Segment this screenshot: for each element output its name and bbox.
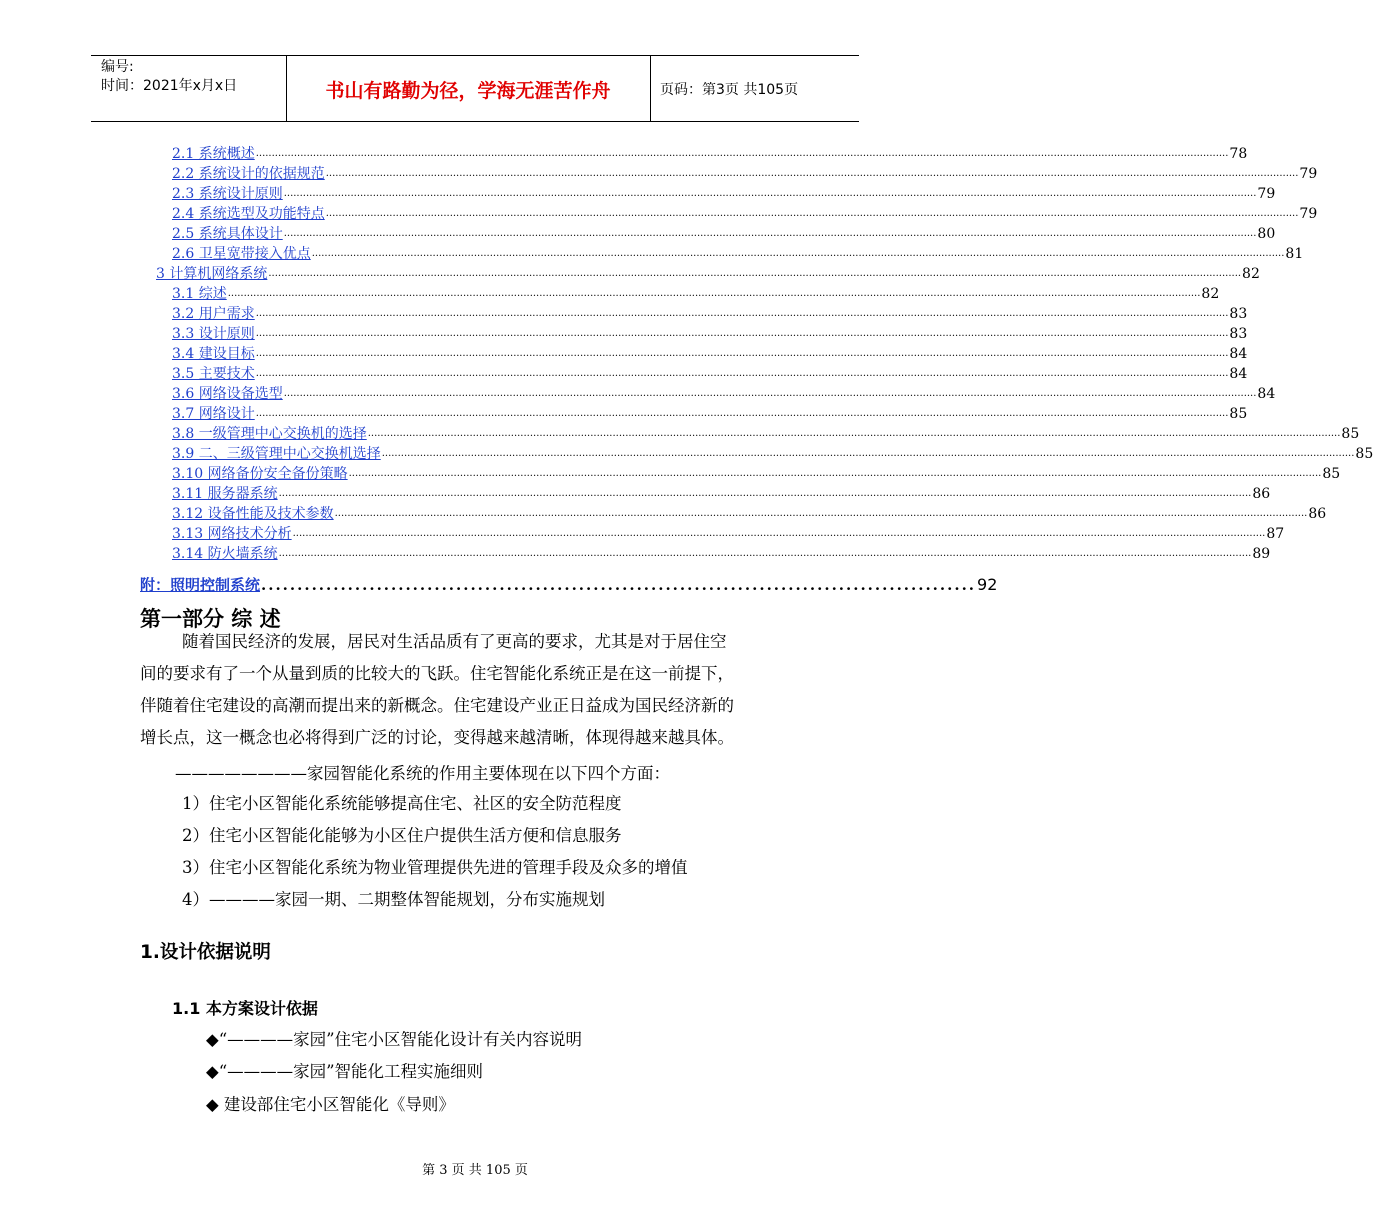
toc-entry[interactable] <box>172 403 1248 423</box>
toc-leader-dots: .................................................................................................................................................................................................................................................................................................................. <box>255 408 1229 419</box>
header-top-rule <box>91 55 859 56</box>
toc-entry-appendix[interactable] <box>140 570 998 594</box>
toc-entry-link[interactable]: 3.13 网络技术分析 <box>172 526 292 542</box>
toc-entry[interactable] <box>172 543 1271 563</box>
toc-page-number: 80 <box>1257 226 1276 242</box>
toc-entry-link[interactable]: 3.2 用户需求 <box>172 306 255 322</box>
toc-entry-link[interactable]: 2.6 卫星宽带接入优点 <box>172 246 311 262</box>
toc-page-number: 81 <box>1285 246 1304 262</box>
intro-line: 随着国民经济的发展，居民对生活品质有了更高的要求，尤其是对于居住空 <box>182 632 727 651</box>
intro-line: 增长点，这一概念也必将得到广泛的讨论，变得越来越清晰，体现得越来越具体。 <box>140 728 734 747</box>
toc-page-number: 84 <box>1229 366 1248 382</box>
toc-leader-dots: .................................................................................................................................................................................................................................................................................................................. <box>381 448 1355 459</box>
toc-leader-dots: .................................................................................................................................................................................................................................................................................................................. <box>255 368 1229 379</box>
toc-leader-dots: .................................................................................................................................................................................................................................................................................................................. <box>255 148 1229 159</box>
toc-entry[interactable] <box>172 183 1276 203</box>
header-divider-right <box>650 55 651 121</box>
toc-page-number: 79 <box>1299 166 1318 182</box>
toc-leader-dots: .................................................................................................................................................................................................................................................................................................................. <box>311 248 1285 259</box>
toc-entry[interactable] <box>172 303 1248 323</box>
toc-page-number: 83 <box>1229 306 1248 322</box>
toc-leader-dots: ................................................................................................... <box>261 576 977 594</box>
toc-page-number: 85 <box>1341 426 1360 442</box>
toc-entry[interactable] <box>172 363 1248 383</box>
toc-leader-dots: .................................................................................................................................................................................................................................................................................................................. <box>367 428 1341 439</box>
toc-leader-dots: .................................................................................................................................................................................................................................................................................................................. <box>255 348 1229 359</box>
toc-leader-dots: .................................................................................................................................................................................................................................................................................................................. <box>255 308 1229 319</box>
toc-leader-dots: .................................................................................................................................................................................................................................................................................................................. <box>227 288 1201 299</box>
toc-entry[interactable] <box>172 343 1248 363</box>
toc-entry[interactable] <box>172 323 1248 343</box>
header-divider-left <box>286 55 287 121</box>
part-title: 第一部分 综 述 <box>140 607 281 631</box>
toc-page-number: 85 <box>1322 466 1341 482</box>
toc-leader-dots: .................................................................................................................................................................................................................................................................................................................. <box>325 168 1299 179</box>
toc-entry-link[interactable]: 3.11 服务器系统 <box>172 486 278 502</box>
role-item: 4）————家园一期、二期整体智能规划，分布实施规划 <box>182 890 605 909</box>
toc-entry[interactable] <box>172 383 1276 403</box>
role-item: 3）住宅小区智能化系统为物业管理提供先进的管理手段及众多的增值 <box>182 858 688 877</box>
toc-entry-link[interactable]: 3 计算机网络系统 <box>156 266 268 282</box>
header-time-label: 时间：2021年x月x日 <box>101 78 238 94</box>
role-intro: ————————家园智能化系统的作用主要体现在以下四个方面： <box>175 764 670 783</box>
header-number-label: 编号: <box>101 59 134 75</box>
header-motto: 书山有路勤为径，学海无涯苦作舟 <box>325 80 611 102</box>
toc-leader-dots: .................................................................................................................................................................................................................................................................................................................. <box>255 328 1229 339</box>
toc-leader-dots: .................................................................................................................................................................................................................................................................................................................. <box>348 468 1322 479</box>
toc-page-number: 87 <box>1266 526 1285 542</box>
toc-page-number: 84 <box>1257 386 1276 402</box>
toc-entry-link[interactable]: 2.3 系统设计原则 <box>172 186 283 202</box>
toc-entry[interactable] <box>172 163 1318 183</box>
toc-page-number: 79 <box>1257 186 1276 202</box>
toc-entry[interactable] <box>172 443 1373 463</box>
toc-entry-link[interactable]: 2.1 系统概述 <box>172 146 255 162</box>
toc-page-number: 89 <box>1252 546 1271 562</box>
toc-entry-link[interactable]: 3.12 设备性能及技术参数 <box>172 506 334 522</box>
toc-entry-link[interactable]: 2.5 系统具体设计 <box>172 226 283 242</box>
toc-entry[interactable] <box>172 483 1271 503</box>
toc-entry-link[interactable]: 3.3 设计原则 <box>172 326 255 342</box>
toc-entry[interactable] <box>172 143 1248 163</box>
section-heading: 1.设计依据说明 <box>140 942 271 963</box>
toc-entry[interactable] <box>172 283 1220 303</box>
toc-entry[interactable] <box>172 423 1360 443</box>
toc-page-number: 79 <box>1299 206 1318 222</box>
toc-entry[interactable] <box>172 523 1285 543</box>
toc-leader-dots: .................................................................................................................................................................................................................................................................................................................. <box>292 528 1266 539</box>
toc-leader-dots: .................................................................................................................................................................................................................................................................................................................. <box>278 548 1252 559</box>
toc-entry-link[interactable]: 3.10 网络备份安全备份策略 <box>172 466 348 482</box>
toc-entry[interactable] <box>172 223 1276 243</box>
toc-page-number: 84 <box>1229 346 1248 362</box>
toc-leader-dots: .................................................................................................................................................................................................................................................................................................................. <box>283 188 1257 199</box>
header-page-info: 页码：第3页 共105页 <box>660 82 799 98</box>
toc-entry[interactable] <box>156 263 1260 283</box>
toc-leader-dots: .................................................................................................................................................................................................................................................................................................................. <box>334 508 1308 519</box>
toc-leader-dots: .................................................................................................................................................................................................................................................................................................................. <box>283 228 1257 239</box>
toc-entry[interactable] <box>172 503 1327 523</box>
toc-entry-link[interactable]: 3.5 主要技术 <box>172 366 255 382</box>
toc-page-number: 82 <box>1201 286 1220 302</box>
toc-entry-link[interactable]: 附：照明控制系统 <box>140 576 261 594</box>
toc-page-number: 85 <box>1355 446 1373 462</box>
toc-page-number: 92 <box>977 575 998 594</box>
toc-entry[interactable] <box>172 203 1318 223</box>
toc-leader-dots: .................................................................................................................................................................................................................................................................................................................. <box>325 208 1299 219</box>
toc-page-number: 82 <box>1242 266 1260 282</box>
toc-entry[interactable] <box>172 243 1304 263</box>
subsection-heading: 1.1 本方案设计依据 <box>172 999 318 1018</box>
toc-entry-link[interactable]: 3.14 防火墙系统 <box>172 546 278 562</box>
toc-page-number: 85 <box>1229 406 1248 422</box>
role-item: 2）住宅小区智能化能够为小区住户提供生活方便和信息服务 <box>182 826 622 845</box>
toc-entry-link[interactable]: 2.2 系统设计的依据规范 <box>172 166 325 182</box>
toc-entry[interactable] <box>172 463 1341 483</box>
header-bottom-rule <box>91 121 859 122</box>
toc-leader-dots: .................................................................................................................................................................................................................................................................................................................. <box>268 268 1242 279</box>
intro-line: 伴随着住宅建设的高潮而提出来的新概念。住宅建设产业正日益成为国民经济新的 <box>140 696 734 715</box>
toc-entry-link[interactable]: 3.4 建设目标 <box>172 346 255 362</box>
bullet-item: ◆“————家园”住宅小区智能化设计有关内容说明 <box>206 1030 583 1049</box>
toc-page-number: 83 <box>1229 326 1248 342</box>
header-meta <box>101 58 237 96</box>
toc-page-number: 78 <box>1229 146 1248 162</box>
page-footer: 第 3 页 共 105 页 <box>422 1163 528 1178</box>
toc-page-number: 86 <box>1252 486 1271 502</box>
toc-page-number: 86 <box>1308 506 1327 522</box>
intro-line: 间的要求有了一个从量到质的比较大的飞跃。住宅智能化系统正是在这一前提下， <box>140 664 734 683</box>
toc-entry-link[interactable]: 3.6 网络设备选型 <box>172 386 283 402</box>
toc-entry-link[interactable]: 3.1 综述 <box>172 286 227 302</box>
toc-entry-link[interactable]: 3.9 二、三级管理中心交换机选择 <box>172 446 381 462</box>
role-item: 1）住宅小区智能化系统能够提高住宅、社区的安全防范程度 <box>182 794 622 813</box>
toc-entry-link[interactable]: 2.4 系统选型及功能特点 <box>172 206 325 222</box>
toc-entry-link[interactable]: 3.7 网络设计 <box>172 406 255 422</box>
toc-entry-link[interactable]: 3.8 一级管理中心交换机的选择 <box>172 426 367 442</box>
bullet-item: ◆ 建设部住宅小区智能化《导则》 <box>206 1095 455 1114</box>
toc-leader-dots: .................................................................................................................................................................................................................................................................................................................. <box>283 388 1257 399</box>
bullet-item: ◆“————家园”智能化工程实施细则 <box>206 1062 484 1081</box>
toc-leader-dots: .................................................................................................................................................................................................................................................................................................................. <box>278 488 1252 499</box>
